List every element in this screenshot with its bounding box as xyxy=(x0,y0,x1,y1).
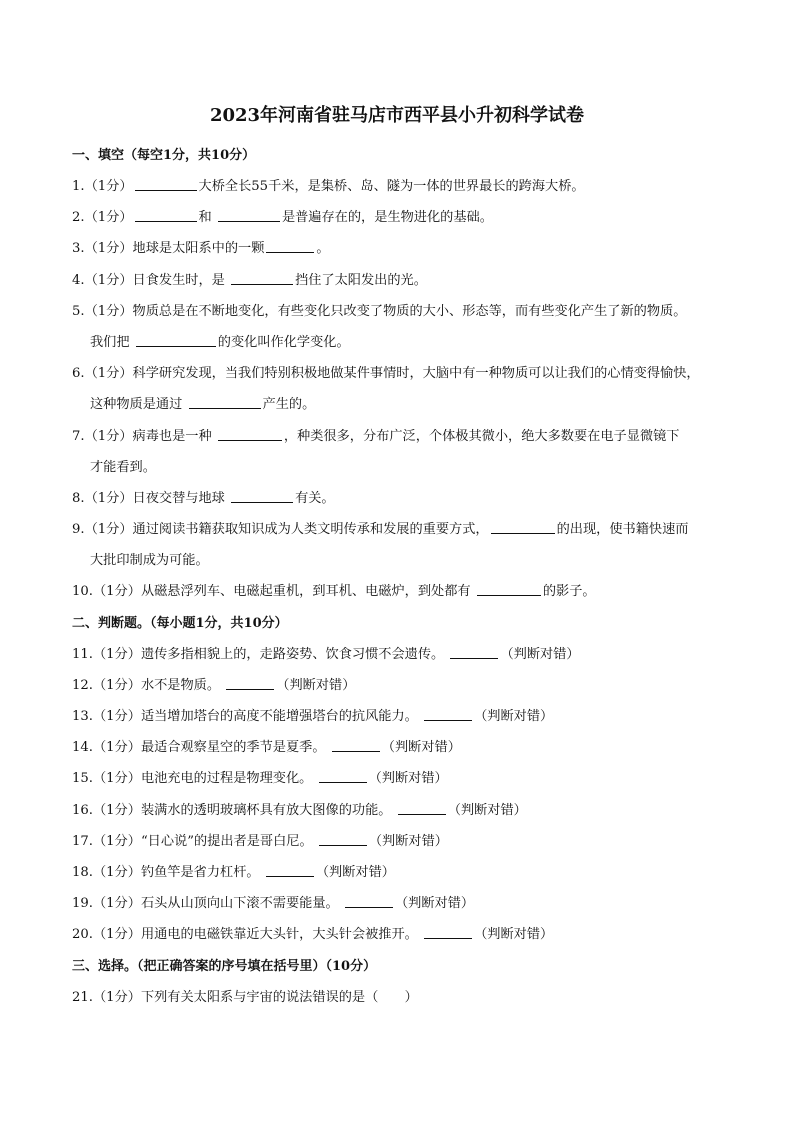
answer-blank[interactable] xyxy=(136,332,216,347)
judge-suffix: （判断对错） xyxy=(474,709,554,724)
question-9 xyxy=(72,514,732,576)
question-number: 20. xyxy=(72,927,93,943)
question-number: 9. xyxy=(72,522,85,538)
question-18 xyxy=(72,857,732,888)
question-text: 大桥全长55千米，是集桥、岛、隧为一体的世界最长的跨海大桥。 xyxy=(198,179,585,194)
question-number: 3. xyxy=(72,241,85,257)
answer-blank[interactable] xyxy=(491,519,555,534)
question-number: 14. xyxy=(72,740,93,756)
question-score: （1分） xyxy=(84,179,133,194)
answer-blank[interactable] xyxy=(424,706,472,721)
question-text: 这种物质是通过 xyxy=(90,397,183,413)
question-score: （1分） xyxy=(84,522,133,538)
section-heading-true-false: 二、判断题。（每小题1分，共10分） xyxy=(72,615,288,631)
question-text: 挡住了太阳发出的光。 xyxy=(295,272,427,288)
question-text: 下列有关太阳系与宇宙的说法错误的是（ ） xyxy=(140,989,418,1005)
question-score: （1分） xyxy=(92,584,141,600)
question-text: 物质总是在不断地变化，有些变化只改变了物质的大小、形态等，而有些变化产生了新的物质。 xyxy=(132,303,687,319)
question-5 xyxy=(72,296,732,358)
question-score: （1分） xyxy=(84,210,133,226)
question-score: （1分） xyxy=(84,490,133,506)
question-text: 用通电的电磁铁靠近大头针，大头针会被推开。 xyxy=(140,927,418,943)
question-text: “日心说”的提出者是哥白尼。 xyxy=(140,833,313,849)
question-text: 装满水的透明玻璃杯具有放大图像的功能。 xyxy=(140,802,392,818)
question-16 xyxy=(72,795,732,826)
answer-blank[interactable] xyxy=(450,644,498,659)
answer-blank[interactable] xyxy=(231,270,293,285)
question-text: 石头从山顶向山下滚不需要能量。 xyxy=(140,896,339,912)
question-number: 10. xyxy=(72,584,93,600)
question-text: 才能看到。 xyxy=(90,459,156,475)
answer-blank[interactable] xyxy=(477,581,541,596)
answer-blank[interactable] xyxy=(231,488,293,503)
question-text: 和 xyxy=(198,210,212,226)
question-text: 的影子。 xyxy=(542,584,596,600)
question-score: （1分） xyxy=(92,864,141,880)
question-number: 21. xyxy=(72,989,93,1005)
question-3 xyxy=(72,233,732,264)
judge-suffix: （判断对错） xyxy=(276,677,356,693)
question-number: 19. xyxy=(72,896,93,912)
judge-suffix: （判断对错） xyxy=(315,864,395,880)
answer-blank[interactable] xyxy=(266,862,314,877)
question-text: 钓鱼竿是省力杠杆。 xyxy=(140,864,260,880)
question-text: 我们把 xyxy=(90,334,130,350)
question-number: 1. xyxy=(72,179,85,194)
judge-suffix: （判断对错） xyxy=(500,646,580,662)
question-text: 通过阅读书籍获取知识成为人类文明传承和发展的重要方式， xyxy=(132,522,489,538)
question-2 xyxy=(72,202,732,233)
question-score: （1分） xyxy=(92,646,141,662)
question-text: 电池充电的过程是物理变化。 xyxy=(140,771,313,787)
question-13 xyxy=(72,701,732,732)
question-number: 4. xyxy=(72,272,85,288)
judge-suffix: （判断对错） xyxy=(394,896,475,912)
answer-blank[interactable] xyxy=(319,831,367,846)
answer-blank[interactable] xyxy=(218,426,282,441)
question-number: 12. xyxy=(72,677,93,693)
question-6 xyxy=(72,358,732,420)
question-score: （1分） xyxy=(84,272,133,288)
question-1 xyxy=(72,171,732,202)
question-4 xyxy=(72,265,732,296)
answer-blank[interactable] xyxy=(319,768,367,783)
question-10 xyxy=(72,576,732,607)
question-score: （1分） xyxy=(92,989,141,1005)
answer-blank[interactable] xyxy=(218,207,280,222)
question-text: 的出现，使书籍快速而 xyxy=(556,522,689,538)
question-text: 病毒也是一种 xyxy=(132,428,212,444)
question-text: 日食发生时，是 xyxy=(132,272,225,288)
question-number: 17. xyxy=(72,833,93,849)
answer-blank[interactable] xyxy=(189,394,261,409)
question-20 xyxy=(72,919,732,950)
answer-blank[interactable] xyxy=(424,924,472,939)
answer-blank[interactable] xyxy=(345,893,393,908)
question-text: 日夜交替与地球 xyxy=(132,490,225,506)
question-number: 7. xyxy=(72,428,85,444)
question-14 xyxy=(72,732,732,763)
question-text: 科学研究发现，当我们特别积极地做某件事情时，大脑中有一种物质可以让我们的心情变得愉快， xyxy=(132,366,700,382)
question-score: （1分） xyxy=(92,677,141,693)
question-text: 水不是物质。 xyxy=(140,677,221,693)
question-number: 6. xyxy=(72,366,85,382)
exam-content xyxy=(72,140,732,1013)
question-number: 11. xyxy=(72,646,93,662)
section-heading-multiple-choice: 三、选择。（把正确答案的序号填在括号里）（10分） xyxy=(72,958,377,974)
question-score: （1分） xyxy=(84,303,133,319)
answer-blank[interactable] xyxy=(226,675,274,690)
question-number: 15. xyxy=(72,771,93,787)
question-17 xyxy=(72,826,732,857)
question-text: 从磁悬浮列车、电磁起重机，到耳机、电磁炉，到处都有 xyxy=(140,584,471,600)
answer-blank[interactable] xyxy=(266,238,314,253)
question-12 xyxy=(72,670,732,701)
question-score: （1分） xyxy=(92,771,141,787)
question-score: （1分） xyxy=(92,740,141,756)
question-number: 5. xyxy=(72,303,85,319)
question-text: 最适合观察星空的季节是夏季。 xyxy=(140,740,326,756)
question-text: 的变化叫作化学变化。 xyxy=(217,334,350,350)
page-title: 2023年河南省驻马店市西平县小升初科学试卷 xyxy=(209,105,585,126)
question-score: （1分） xyxy=(92,896,141,912)
question-text: 大批印制成为可能。 xyxy=(90,553,209,569)
question-score: （1分） xyxy=(92,833,141,849)
question-21 xyxy=(72,982,732,1013)
question-score: （1分） xyxy=(84,428,133,444)
judge-suffix: （判断对错） xyxy=(447,802,527,818)
question-text: 遗传多指相貌上的，走路姿势、饮食习惯不会遗传。 xyxy=(140,646,445,662)
question-number: 13. xyxy=(72,709,93,724)
question-11 xyxy=(72,639,732,670)
answer-blank[interactable] xyxy=(135,207,197,222)
question-score: （1分） xyxy=(92,802,141,818)
question-text: ，种类很多，分布广泛，个体极其微小，绝大多数要在电子显微镜下 xyxy=(283,428,680,444)
question-text: 适当增加塔台的高度不能增强塔台的抗风能力。 xyxy=(140,709,418,724)
question-score: （1分） xyxy=(84,366,133,382)
judge-suffix: （判断对错） xyxy=(368,833,448,849)
question-number: 18. xyxy=(72,864,93,880)
judge-suffix: （判断对错） xyxy=(368,771,448,787)
question-text: 。 xyxy=(316,241,330,257)
question-number: 16. xyxy=(72,802,93,818)
question-score: （1分） xyxy=(92,927,141,943)
question-text: 地球是太阳系中的一颗 xyxy=(132,241,265,257)
question-text: 有关。 xyxy=(295,490,335,506)
section-heading-fill-blank: 一、填空（每空1分，共10分） xyxy=(72,148,256,163)
question-score: （1分） xyxy=(84,241,133,257)
answer-blank[interactable] xyxy=(332,737,380,752)
question-7 xyxy=(72,421,732,483)
question-15 xyxy=(72,763,732,794)
question-score: （1分） xyxy=(92,709,141,724)
answer-blank[interactable] xyxy=(135,176,197,191)
question-number: 2. xyxy=(72,210,85,226)
question-19 xyxy=(72,888,732,919)
judge-suffix: （判断对错） xyxy=(474,927,554,943)
question-8 xyxy=(72,483,732,514)
question-text: 是普遍存在的，是生物进化的基础。 xyxy=(281,210,493,226)
question-text: 产生的。 xyxy=(262,397,316,413)
judge-suffix: （判断对错） xyxy=(381,740,461,756)
answer-blank[interactable] xyxy=(398,800,446,815)
question-number: 8. xyxy=(72,490,85,506)
